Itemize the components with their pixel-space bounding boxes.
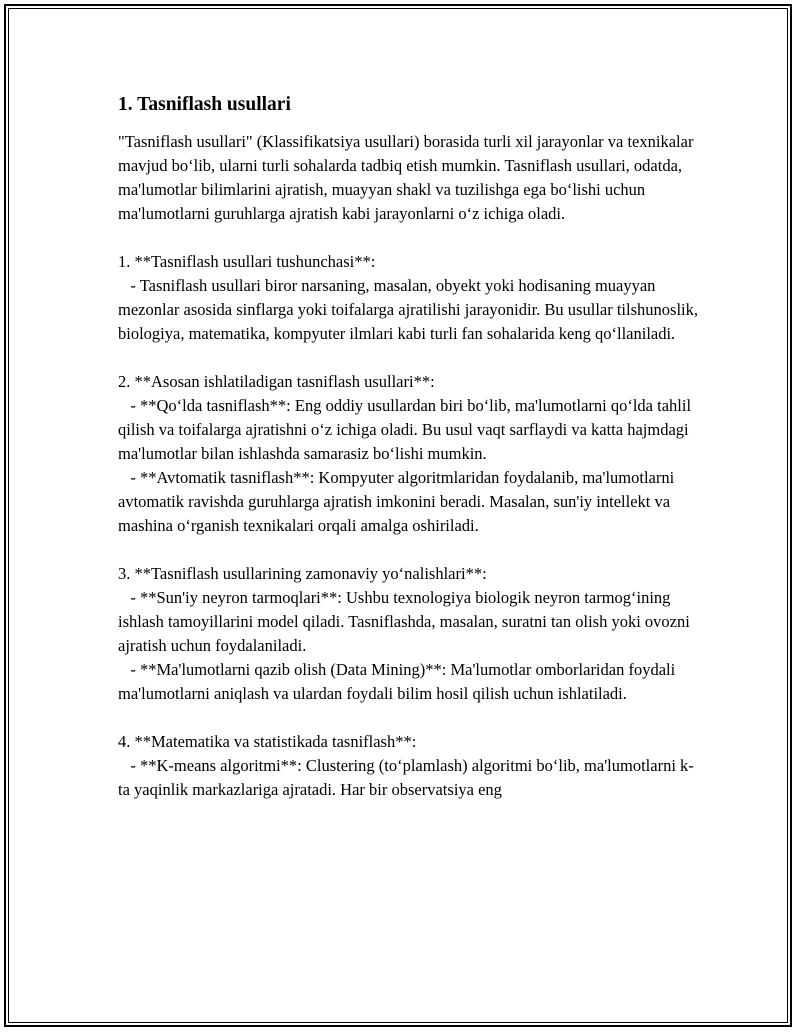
paragraph: - **Ma'lumotlarni qazib olish (Data Mining)**: Ma'lumotlar omborlaridan foydali ma'lumotlarni aniqlash va ulardan foydali bilim hosil qilish uchun ishlatiladi. <box>118 660 680 703</box>
paragraph: - **Qo‘lda tasniflash**: Eng oddiy usullardan biri bo‘lib, ma'lumotlarni qo‘lda tahlil qilish va toifalarga ajratishni o‘z ichiga oladi. Bu usul vaqt sarflaydi va katta hajmdagi ma'lumotlar bilan ishlashda samarasiz bo‘lishi mumkin. <box>118 396 696 463</box>
section-heading: 1. Tasniflash usullari <box>118 94 291 115</box>
paragraph: 4. **Matematika va statistikada tasniflash**: <box>118 732 417 751</box>
paragraph: "Tasniflash usullari" (Klassifikatsiya usullari) borasida turli xil jarayonlar va texnikalar mavjud bo‘lib, ularni turli sohalarda tadbiq etish mumkin. Tasniflash usullari, odatda, ma'lumotlar bilimlarini ajratish, muayyan shakl va tuzilishga ega bo‘lishi uchun ma'lumotlarni guruhlarga ajratish kabi jarayonlarni o‘z ichiga oladi. <box>118 132 698 223</box>
paragraph: 2. **Asosan ishlatiladigan tasniflash usullari**: <box>118 372 435 391</box>
paragraph: 1. **Tasniflash usullari tushunchasi**: <box>118 252 376 271</box>
paragraph-gap <box>118 706 698 730</box>
paragraph: - **K-means algoritmi**: Clustering (to‘plamlash) algoritmi bo‘lib, ma'lumotlarni k-ta yaqinlik markazlariga ajratadi. Har bir observatsiya eng <box>118 756 694 799</box>
document-body <box>118 92 703 802</box>
paragraph: 3. **Tasniflash usullarining zamonaviy yo‘nalishlari**: <box>118 564 487 583</box>
paragraph: - **Avtomatik tasniflash**: Kompyuter algoritmlaridan foydalanib, ma'lumotlarni avtomatik ravishda guruhlarga ajratish imkonini beradi. Masalan, sun'iy intellekt va mashina o‘rganish texnikalari orqali amalga oshiriladi. <box>118 468 679 535</box>
paragraph: - Tasniflash usullari biror narsaning, masalan, obyekt yoki hodisaning muayyan mezonlar asosida sinflarga yoki toifalarga ajratilishi jarayonidir. Bu usullar tilshunoslik, biologiya, matematika, kompyuter ilmlari kabi turli fan sohalarida keng qo‘llaniladi. <box>118 276 703 343</box>
paragraph: - **Sun'iy neyron tarmoqlari**: Ushbu texnologiya biologik neyron tarmog‘ining ishlash tamoyillarini model qiladi. Tasniflashda, masalan, suratni tan olish yoki ovozni ajratish uchun foydalaniladi. <box>118 588 694 655</box>
paragraph-gap <box>118 538 698 562</box>
paragraph-gap <box>118 226 698 250</box>
paragraph-gap <box>118 346 698 370</box>
document-text <box>118 130 703 802</box>
